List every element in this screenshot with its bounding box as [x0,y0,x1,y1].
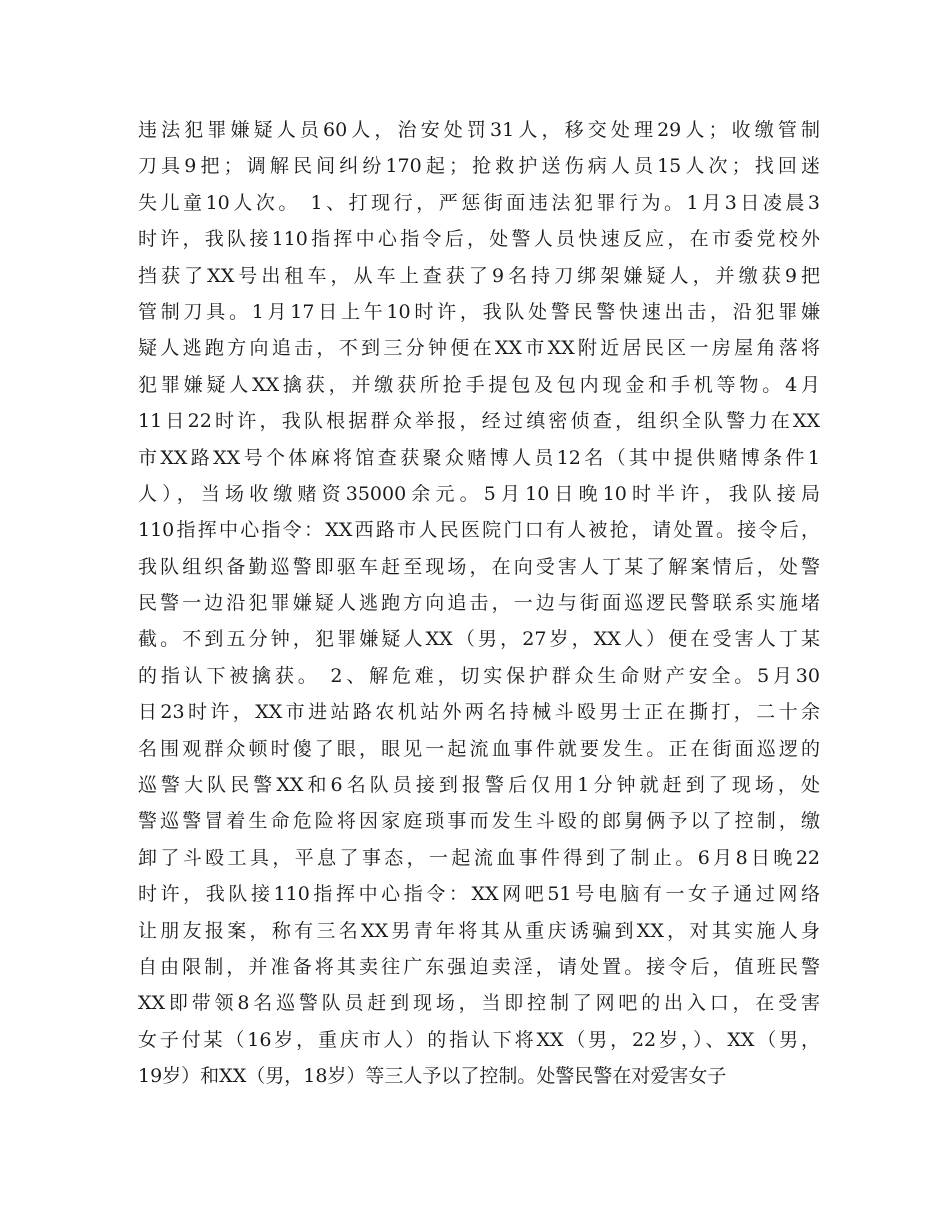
text-line: 犯罪嫌疑人XX擒获，并缴获所抢手提包及包内现金和手机等物。4月 [138,373,820,396]
text-line: 疑人逃跑方向追击，不到三分钟便在XX市XX附近居民区一房屋角落将 [138,337,820,360]
text-line: 日23时许，XX市进站路农机站外两名持械斗殴男士正在撕打，二十余 [138,701,820,724]
text-line: 的指认下被擒获。 2、解危难，切实保护群众生命财产安全。5月30 [138,664,820,687]
text-line: XX即带领8名巡警队员赶到现场，当即控制了网吧的出入口，在受害 [138,992,820,1015]
text-line: 挡获了XX号出租车，从车上查获了9名持刀绑架嫌疑人，并缴获9把 [138,264,820,287]
text-line: 11日22时许，我队根据群众举报，经过缜密侦查，组织全队警力在XX [138,410,820,433]
text-line: 女子付某（16岁，重庆市人）的指认下将XX（男，22岁，）、XX（男， [138,1028,820,1051]
text-line: 自由限制，并准备将其卖往广东强迫卖淫，请处置。接令后，值班民警 [138,955,820,978]
text-line: 卸了斗殴工具，平息了事态，一起流血事件得到了制止。6月8日晚22 [138,846,820,869]
text-line: 民警一边沿犯罪嫌疑人逃跑方向追击，一边与街面巡逻民警联系实施堵 [138,592,820,615]
text-line: 时许，我队接110指挥中心指令：XX网吧51号电脑有一女子通过网络 [138,883,820,906]
text-line: 截。不到五分钟，犯罪嫌疑人XX（男，27岁，XX人）便在受害人丁某 [138,628,820,651]
text-line: 人），当场收缴赌资35000余元。5月10日晚10时半许，我队接局 [138,482,820,505]
body-text [138,112,820,1095]
text-line: 市XX路XX号个体麻将馆查获聚众赌博人员12名（其中提供赌博条件1 [138,446,820,469]
text-line: 警巡警冒着生命危险将因家庭琐事而发生斗殴的郎舅俩予以了控制，缴 [138,810,820,833]
text-line: 巡警大队民警XX和6名队员接到报警后仅用1分钟就赶到了现场，处 [138,774,820,797]
text-line: 19岁）和XX（男，18岁）等三人予以了控制。处警民警在对爱害女子 [138,1065,727,1088]
text-line: 失儿童10人次。 1、打现行，严惩街面违法犯罪行为。1月3日凌晨3 [138,191,820,214]
text-line: 管制刀具。1月17日上午10时许，我队处警民警快速出击，沿犯罪嫌 [138,300,820,323]
text-line: 110指挥中心指令：XX西路市人民医院门口有人被抢，请处置。接令后， [138,519,820,542]
text-line: 让朋友报案，称有三名XX男青年将其从重庆诱骗到XX，对其实施人身 [138,919,820,942]
text-line: 违法犯罪嫌疑人员60人，治安处罚31人，移交处理29人；收缴管制 [138,119,820,141]
text-line: 我队组织备勤巡警即驱车赶至现场，在向受害人丁某了解案情后，处警 [138,555,820,578]
text-line: 时许，我队接110指挥中心指令后，处警人员快速反应，在市委党校外 [138,228,820,251]
text-line: 刀具9把；调解民间纠纷170起；抢救护送伤病人员15人次；找回迷 [138,155,820,178]
text-line: 名围观群众顿时傻了眼，眼见一起流血事件就要发生。正在街面巡逻的 [138,737,820,760]
